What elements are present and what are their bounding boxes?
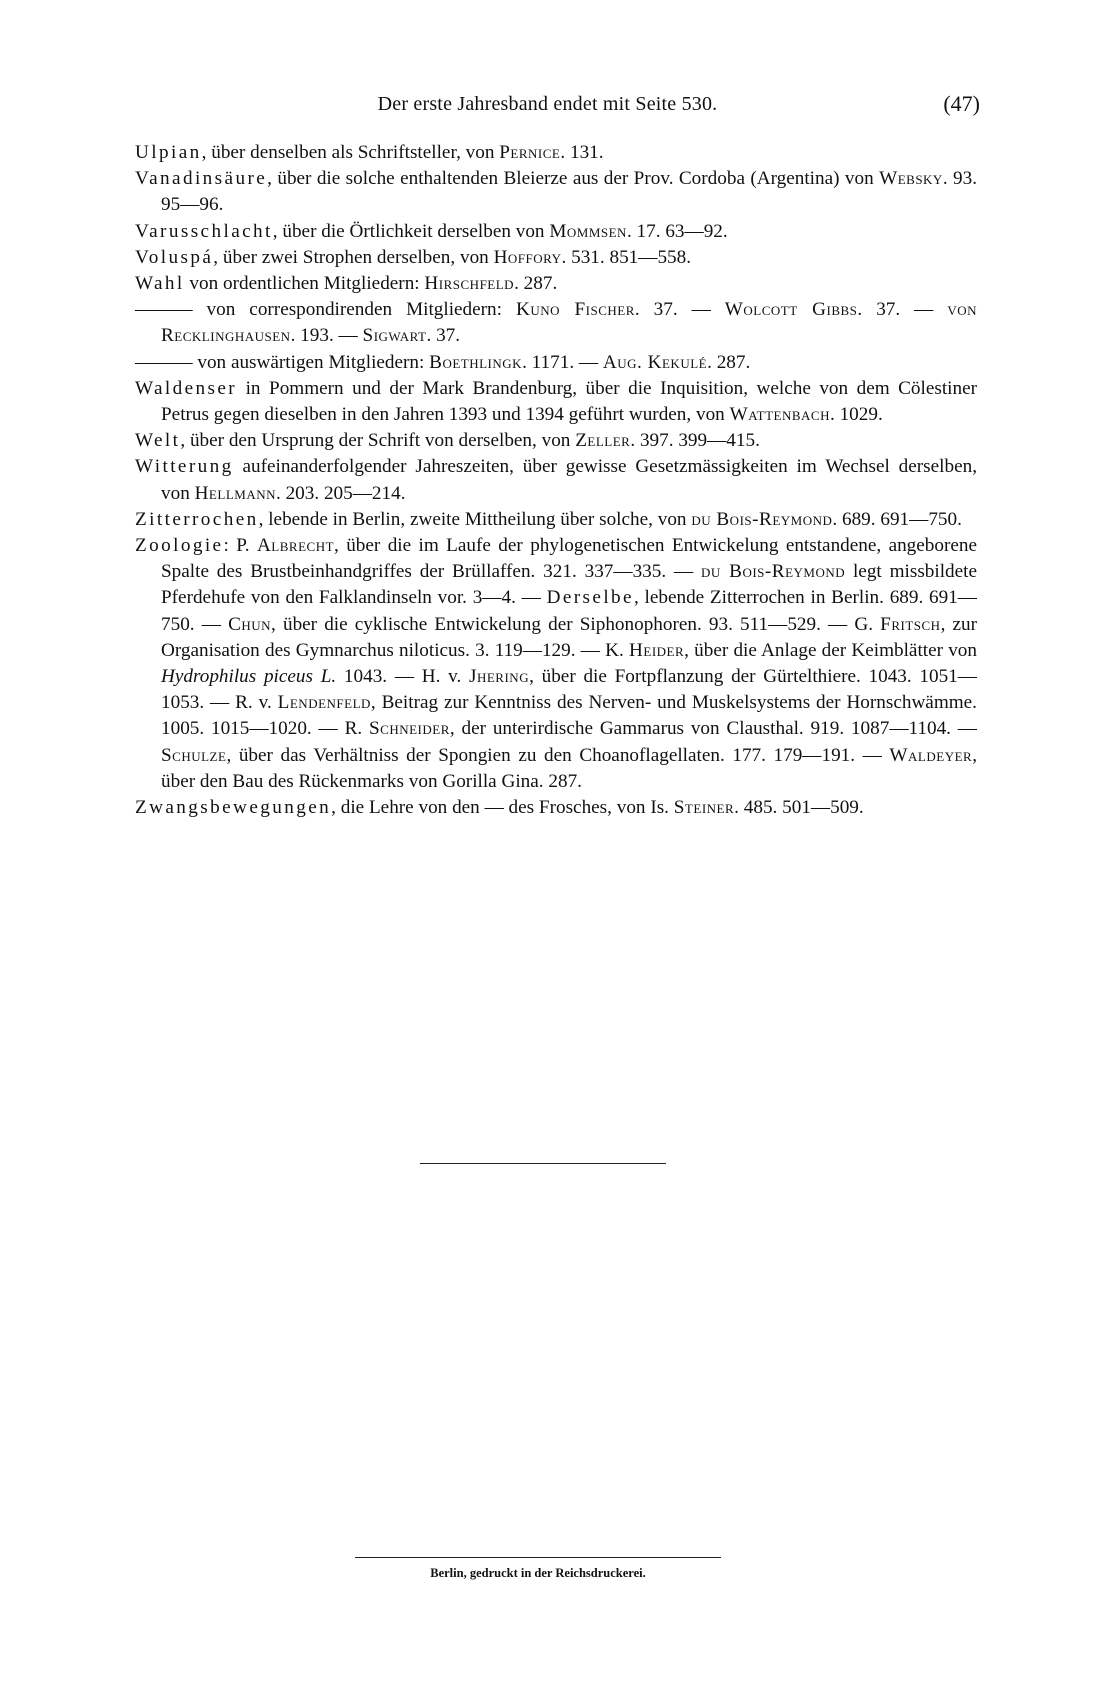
- page-header: [135, 93, 980, 123]
- author-name: Jhering: [469, 666, 530, 688]
- author-name: Websky: [879, 168, 943, 190]
- index-entry: [135, 795, 977, 821]
- entry-text: . 93. 95—96.: [161, 168, 978, 216]
- author-name: Lendenfeld: [277, 692, 371, 714]
- author-name: Waldeyer: [889, 744, 973, 766]
- index-entry: [135, 454, 977, 506]
- entry-text: legt missbildete Pferdehufe von den Falklandinseln vor. 3—4. —: [161, 561, 977, 609]
- author-name: du Bois-Reymond: [701, 561, 846, 583]
- entry-text: , über die cyklische Entwickelung der Siphonophoren. 93. 511—529. — G.: [271, 613, 881, 635]
- entry-text: : P.: [223, 535, 257, 557]
- entry-headword: Welt: [135, 430, 181, 452]
- author-name: Zeller: [575, 430, 631, 452]
- entry-text: . 203. 205—214.: [275, 482, 406, 504]
- entry-text: . 397. 399—415.: [630, 430, 760, 452]
- entry-headword: Waldenser: [135, 377, 238, 399]
- entry-text: . 1171. —: [522, 351, 603, 373]
- entry-text: von auswärtigen Mitgliedern:: [192, 351, 430, 373]
- author-name: Schulze: [161, 744, 227, 766]
- index-entry: [135, 350, 977, 376]
- author-name: Fritsch: [880, 613, 941, 635]
- entry-text: . 689. 691—750.: [832, 508, 962, 530]
- entry-headword: Wahl: [135, 273, 185, 295]
- author-name: Sigwart: [362, 325, 427, 347]
- entry-text: , lebende Zitterrochen in Berlin. 689. 691—750. —: [161, 587, 977, 635]
- author-name: Steiner: [673, 797, 735, 819]
- entry-text: von correspondirenden Mitgliedern:: [192, 299, 516, 321]
- entry-text: . 131.: [560, 142, 604, 163]
- entry-text: , über die Örtlichkeit derselben von: [272, 220, 550, 242]
- entry-text: . 287.: [514, 273, 558, 295]
- entry-text: , die Lehre von den — des Frosches, von Is.: [331, 797, 674, 819]
- entry-text: . 1029.: [829, 404, 883, 426]
- entry-text: . 287.: [707, 351, 751, 373]
- entry-text: , über das Verhältniss der Spongien zu den Choanoflagellaten. 177. 179—191. —: [226, 744, 890, 766]
- author-name: Mommsen: [549, 220, 627, 242]
- entry-text: von ordentlichen Mitgliedern:: [184, 273, 425, 295]
- entry-text: , über die Fortpflanzung der Gürtelthiere. 1043. 1051—1053. — R. v.: [161, 666, 977, 714]
- index-entry: [135, 507, 977, 533]
- index-entry: [135, 271, 977, 297]
- entry-headword: Varusschlacht: [135, 220, 273, 242]
- entry-headword: Ulpian: [135, 142, 202, 163]
- author-name: du Bois-Reymond: [691, 508, 833, 530]
- entry-text: . 37. —: [634, 299, 725, 321]
- entry-text: . 193. —: [290, 325, 363, 347]
- entry-text: . 531. 851—558.: [561, 246, 692, 268]
- index-entry: [135, 245, 977, 271]
- index-entry: [135, 297, 977, 349]
- entry-text: , lebende in Berlin, zweite Mittheilung über solche, von: [258, 508, 692, 530]
- author-name: Hirschfeld: [424, 273, 515, 295]
- index-entry: [135, 428, 977, 454]
- end-rule: [420, 1163, 666, 1164]
- entry-text: . 17. 63—92.: [626, 220, 728, 242]
- author-name: Kuno Fischer: [515, 299, 635, 321]
- entry-text: aufeinanderfolgender Jahreszeiten, über gewisse Gesetzmässigkeiten im Wechsel derselben, von: [161, 456, 977, 504]
- author-name: Hoffory: [493, 246, 562, 268]
- entry-text: in Pommern und der Mark Brandenburg, über die Inquisition, welche von dem Cölestiner Petrus gegen dieselben in den Jahren 1393 und 1394 geführt wurden, von: [161, 377, 977, 426]
- index-entry: [135, 219, 977, 245]
- imprint: Berlin, gedruckt in der Reichsdruckerei.: [430, 1566, 646, 1580]
- index-entry: [135, 140, 977, 166]
- author-name: von Recklinghausen: [161, 299, 978, 347]
- entry-text: , über zwei Strophen derselben, von: [213, 246, 494, 268]
- entry-headword: Witterung: [135, 456, 234, 478]
- author-name: Aug. Kekulé: [602, 351, 708, 373]
- entry-text: , zur Organisation des Gymnarchus niloticus. 3. 119—129. — K.: [161, 613, 978, 661]
- species-name: Hydrophilus piceus L.: [161, 666, 337, 688]
- index-entry: [135, 166, 977, 218]
- author-name: Wolcott Gibbs: [724, 299, 858, 321]
- author-name: Boethlingk: [429, 351, 523, 373]
- author-name: Albrecht: [256, 535, 335, 557]
- author-name: Chun: [228, 613, 272, 635]
- entry-headword: ———: [135, 299, 193, 321]
- running-title: Der erste Jahresband endet mit Seite 530.: [377, 93, 718, 115]
- entry-text: . 37.: [426, 325, 461, 347]
- entry-text: . 485. 501—509.: [734, 797, 864, 819]
- entry-headword: ———: [135, 351, 193, 373]
- entry-headword: Vanadinsäure: [135, 168, 268, 190]
- index-entries: [135, 140, 977, 821]
- entry-text: , über die im Laufe der phylogenetischen Entwickelung entstandene, angeborene Spalte des Brustbeinhandgriffes der Brüllaffen. 321. 337—335. —: [161, 535, 977, 583]
- entry-text: , über die solche enthaltenden Bleierze aus der Prov. Cordoba (Argentina) von: [267, 168, 880, 190]
- entry-text: , über den Ursprung der Schrift von derselben, von: [180, 430, 576, 452]
- spaced-word: Derselbe: [546, 587, 634, 609]
- entry-text: . 37. —: [857, 299, 948, 321]
- author-name: Schneider: [369, 718, 450, 740]
- entry-text: , über den Bau des Rückenmarks von Gorilla Gina. 287.: [161, 744, 977, 792]
- entry-text: , über denselben als Schriftsteller, von: [201, 142, 500, 163]
- entry-headword: Zitterrochen: [135, 508, 259, 530]
- entry-text: , der unterirdische Gammarus von Clausthal. 919. 1087—1104. —: [449, 718, 977, 740]
- page-number: (47): [943, 91, 980, 116]
- index-entry: [135, 533, 977, 795]
- index-entry: [135, 376, 977, 428]
- author-name: Wattenbach: [729, 404, 830, 426]
- author-name: Hellmann: [194, 482, 276, 504]
- entry-text: , über die Anlage der Keimblätter von: [684, 639, 977, 661]
- entry-headword: Voluspá: [135, 246, 214, 268]
- entry-headword: Zwangsbewegungen: [135, 797, 332, 819]
- author-name: Heider: [629, 639, 685, 661]
- footer-rule: [355, 1557, 721, 1558]
- entry-headword: Zoologie: [135, 535, 224, 557]
- author-name: Pernice: [499, 142, 561, 163]
- entry-text: 1043. — H. v.: [336, 666, 470, 688]
- entry-text: , Beitrag zur Kenntniss des Nerven- und Muskelsystems der Hornschwämme. 1005. 1015—1020. — R.: [161, 692, 977, 740]
